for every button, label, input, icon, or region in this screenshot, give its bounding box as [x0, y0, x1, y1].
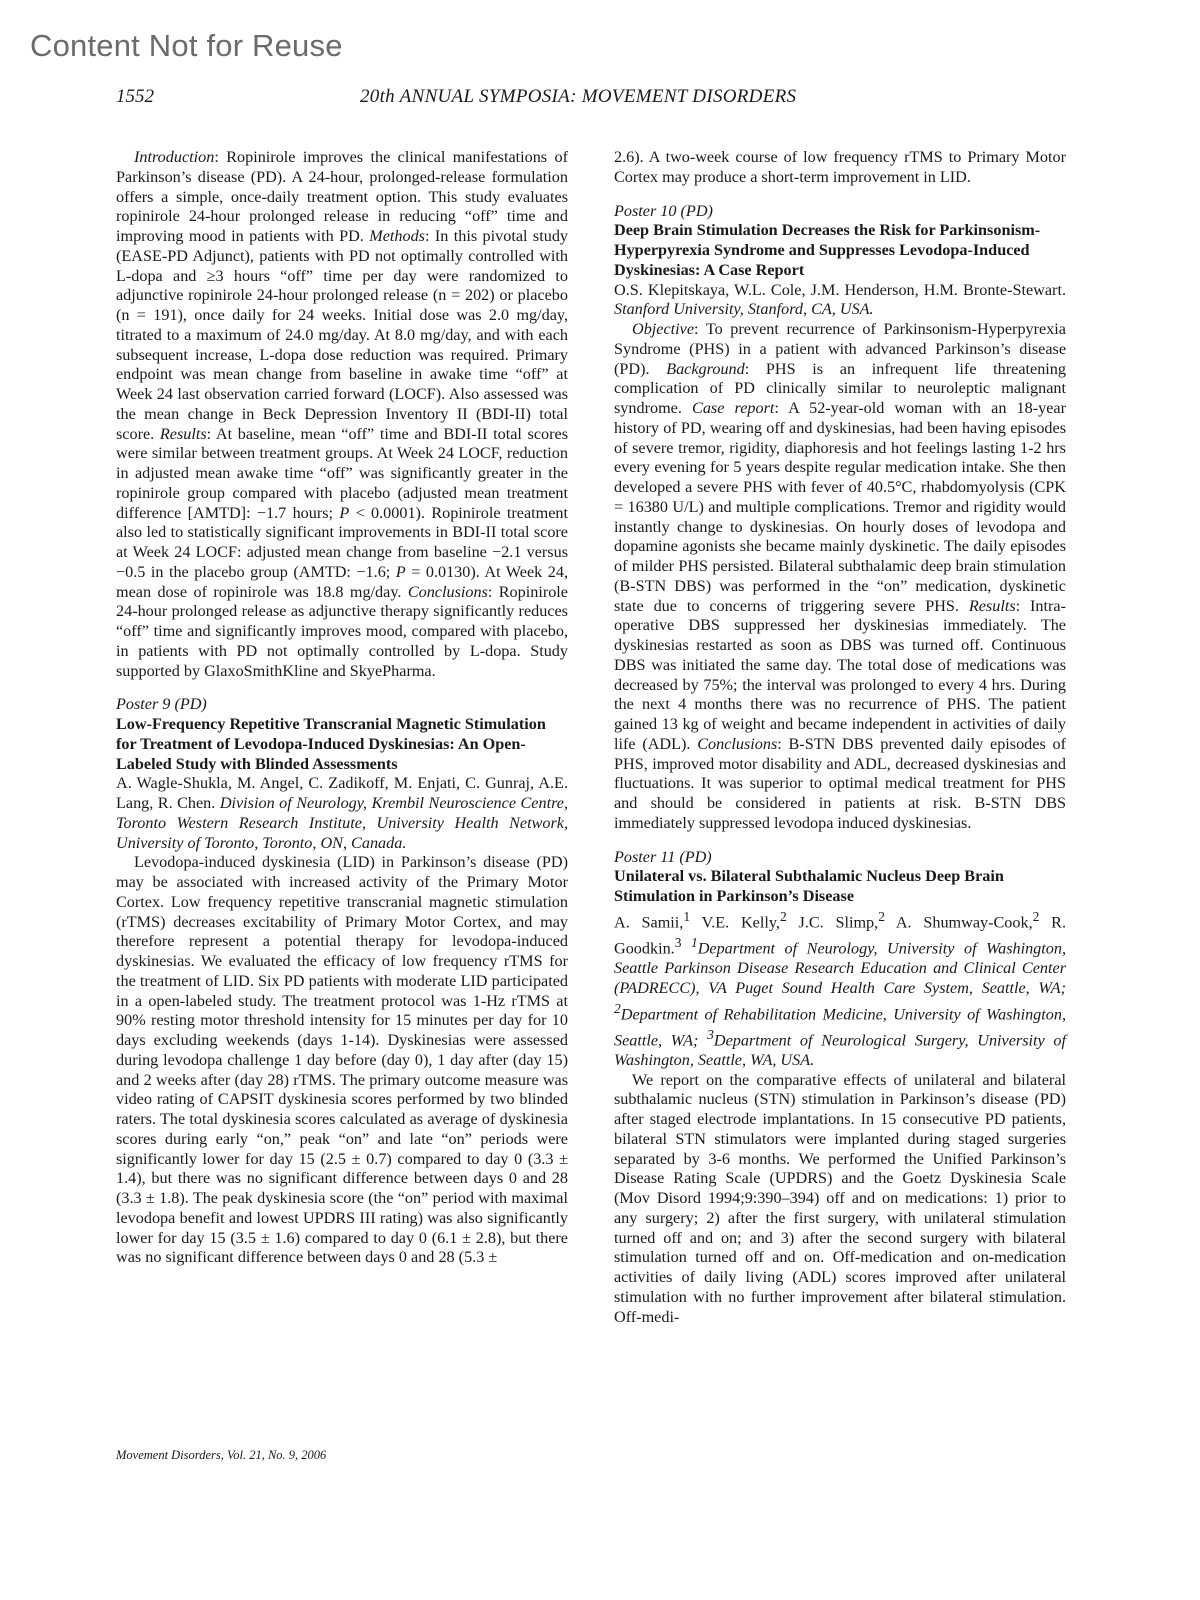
background-text: : PHS is an infrequent life threatening complication of PD clinically similar to neuroleptic malignant syndrome.	[614, 359, 1066, 417]
affiliation: Department of Rehabilitation Medicine, University of Washington, Seattle, WA;	[614, 1004, 1066, 1050]
results-label: Results	[968, 596, 1016, 615]
poster-number: Poster 9 (PD)	[116, 695, 207, 714]
p-value-symbol: P	[339, 503, 350, 522]
page-number: 1552	[116, 86, 154, 107]
conclusions-label: Conclusions	[697, 734, 778, 753]
watermark: Content Not for Reuse	[30, 28, 343, 63]
author: V.E. Kelly,	[690, 913, 780, 932]
affiliation: Division of Neurology, Krembil Neuroscience Centre, Toronto Western Research Institute, University Health Network, University of Toronto, Toronto, ON, Canada.	[116, 794, 568, 852]
poster9-continued: 2.6). A two-week course of low frequency rTMS to Primary Motor Cortex may produce a short-term improvement in LID.	[614, 148, 1066, 186]
affiliation: Department of Neurological Surgery, University of Washington, Seattle, WA, USA.	[614, 1031, 1066, 1069]
author-superscript: 2	[779, 908, 787, 924]
poster8-abstract	[116, 148, 568, 681]
abstract-body	[614, 320, 1066, 834]
affiliation: Stanford University, Stanford, CA, USA.	[614, 300, 874, 319]
authors: A. Wagle-Shukla, M. Angel, C. Zadikoff, M. Enjati, C. Gunraj, A.E. Lang, R. Chen.	[116, 774, 568, 812]
author-superscript: 2	[878, 908, 885, 924]
conclusions-text: : B-STN DBS prevented daily episodes of PHS, improved motor disability and ADL, decreased dyskinesias and fluctuations. It was superior to optimal medical treatment for PHS and should be considered in patients at risk. B-STN DBS immediately suppressed levodopa induced dyskinesias.	[614, 734, 1067, 832]
authors: O.S. Klepitskaya, W.L. Cole, J.M. Henderson, H.M. Bronte-Stewart.	[614, 280, 1066, 299]
poster10-block	[614, 202, 1066, 834]
case-report-text: : A 52-year-old woman with an 18-year history of PD, wearing off and dyskinesias, had been having episodes of severe tremor, rigidity, diaphoresis and hot feelings lasting 1-2 hrs every evening for 5 years despite regular medication intake. She then developed a severe PHS with fever of 40.5°C, rhabdomyolysis (CPK = 16380 U/L) and multiple complications. Tremor and rigidity would instantly change to dyskinesias. On hourly doses of levodopa and dopamine agonists she became mainly dyskinetic. The daily episodes of milder PHS persisted. Bilateral subthalamic deep brain stimulation (B-STN DBS) was performed in the “on” medication, dyskinetic state due to concerns of triggering severe PHS.	[614, 399, 1066, 615]
objective-text: : To prevent recurrence of Parkinsonism-Hyperpyrexia Syndrome (PHS) in a patient with advanced Parkinson’s disease (PD).	[614, 320, 1066, 378]
author-superscript: 3	[674, 934, 682, 950]
intro-text: : Ropinirole improves the clinical manifestations of Parkinson’s disease (PD). A 24-hour, prolonged-release formulation offers a simple, once-daily treatment option. This study evaluates ropinirole 24-hour prolonged release in reducing “off” time and improving mood in patients with PD.	[116, 148, 568, 245]
author-line	[614, 907, 1066, 1071]
results-text: = 0.0130). At Week 24, mean dose of ropinirole was 18.8 mg/day.	[116, 562, 568, 601]
author-line	[116, 774, 568, 853]
left-column	[116, 148, 568, 1268]
poster-title: Low-Frequency Repetitive Transcranial Magnetic Stimulation for Treatment of Levodopa-Induced Dyskinesias: An Open-Labeled Study with Blinded Assessments	[116, 715, 546, 773]
right-column	[614, 148, 1066, 1327]
page-header	[116, 86, 1066, 112]
results-label: Results	[159, 424, 207, 443]
affiliation-superscript: 2	[614, 1000, 621, 1016]
conclusions-text: : Ropinirole 24-hour prolonged release as adjunctive therapy significantly reduces “off” time and significantly improves mood, compared with placebo, in patients with PD not optimally controlled by L-dopa. Study supported by GlaxoSmithKline and SkyePharma.	[116, 582, 568, 680]
poster11-block	[614, 848, 1066, 1328]
case-report-label: Case report	[692, 399, 775, 417]
author-superscript: 1	[683, 908, 691, 924]
methods-label: Methods	[369, 227, 425, 245]
journal-footer: Movement Disorders, Vol. 21, No. 9, 2006	[116, 1448, 327, 1462]
poster-number: Poster 10 (PD)	[614, 201, 713, 220]
methods-text: : In this pivotal study (EASE-PD Adjunct), patients with PD not optimally controlled with L-dopa and ≥3 hours “off” time per day were randomized to adjunctive ropinirole 24-hour prolonged release (n = 202) or placebo (n = 191), once daily for 24 weeks. Initial dose was 2.0 mg/day, titrated to a maximum of 24.0 mg/day. At 8.0 mg/day, and with each subsequent increase, L-dopa dose reduction was required. Primary endpoint was mean change from baseline in awake time “off” at Week 24 last observation carried forward (LOCF). Also assessed was the mean change in Beck Depression Inventory II (BDI-II) total score.	[116, 227, 568, 443]
affiliation-superscript: 3	[707, 1026, 714, 1042]
poster9-block	[116, 695, 568, 1268]
objective-label: Objective	[632, 320, 695, 338]
author: A. Shumway-Cook,	[884, 913, 1033, 932]
intro-label: Introduction	[134, 148, 215, 166]
author-superscript: 2	[1032, 908, 1040, 924]
poster-title: Deep Brain Stimulation Decreases the Risk for Parkinsonism-Hyperpyrexia Syndrome and Suppresses Levodopa-Induced Dyskinesias: A Case Report	[614, 221, 1041, 279]
p-value-symbol: P	[395, 562, 406, 581]
results-text: < 0.0001). Ropinirole treatment also led to statistically significant improvements in BDI-II total score at Week 24 LOCF: adjusted mean change from baseline −2.1 versus −0.5 in the placebo group (AMTD: −1.6;	[116, 503, 568, 581]
abstract-body: We report on the comparative effects of unilateral and bilateral subthalamic nucleus (STN) stimulation in Parkinson’s disease (PD) after staged electrode implantations. In 15 consecutive PD patients, bilateral STN stimulators were implanted during staged surgeries separated by 3-6 months. We performed the Unified Parkinson’s Disease Rating Scale (UPDRS) and the Goetz Dyskinesia Scale (Mov Disord 1994;9:390–394) off and on medications: 1) prior to any surgery; 2) after the first surgery, with unilateral stimulation turned off and on; and 3) after the second surgery with bilateral stimulation turned off and on. Off-medication and on-medication activities of daily living (ADL) scores improved after unilateral stimulation with no further improvement after bilateral stimulation. Off-medi-	[614, 1070, 1066, 1326]
results-text: : Intra-operative DBS suppressed her dyskinesias immediately. The dyskinesias restarted as soon as DBS was turned off. Continuous DBS was initiated the same day. The total dose of medications was decreased by 75%; the interval was prolonged to every 4 hrs. During the next 4 months there was no recurrence of PHS. The patient gained 13 kg of weight and became independent in activities of daily life (ADL).	[614, 596, 1066, 753]
author: J.C. Slimp,	[786, 913, 879, 932]
affiliation-superscript: 1	[690, 934, 698, 950]
author: R. Goodkin.	[614, 913, 1067, 958]
poster-title: Unilateral vs. Bilateral Subthalamic Nucleus Deep Brain Stimulation in Parkinson’s Disease	[614, 867, 1004, 905]
author: A. Samii,	[614, 913, 684, 932]
author-line	[614, 281, 1066, 321]
results-text: : At baseline, mean “off” time and BDI-II total scores were similar between treatment groups. At Week 24 LOCF, reduction in adjusted mean awake time “off” was significantly greater in the ropinirole group compared with placebo (adjusted mean treatment difference [AMTD]: −1.7 hours;	[116, 424, 568, 522]
poster-number: Poster 11 (PD)	[614, 847, 712, 866]
abstract-body: Levodopa-induced dyskinesia (LID) in Parkinson’s disease (PD) may be associated with increased activity of the Primary Motor Cortex. Low frequency repetitive transcranial magnetic stimulation (rTMS) decreases excitability of Primary Motor Cortex, and may therefore represent a potential therapy for levodopa-induced dyskinesias. We evaluated the efficacy of low frequency rTMS for the treatment of LID. Six PD patients with moderate LID participated in a open-labeled study. The treatment protocol was 1-Hz rTMS at 90% resting motor threshold intensity for 15 minutes per day for 10 days excluding weekends (days 1-14). Dyskinesias were assessed during levodopa challenge 1 day before (day 0), 1 day after (day 15) and 2 weeks after (day 28) rTMS. The primary outcome measure was video rating of CAPSIT dyskinesia scores performed by two blinded raters. The total dyskinesia scores calculated as average of dyskinesia scores during early “on,” peak “on” and late “on” periods were significantly lower for day 15 (2.5 ± 0.7) compared to day 0 (3.3 ± 1.4), but there was no significant difference between days 0 and 28 (3.3 ± 1.8). The peak dyskinesia score (the “on” period with maximal levodopa benefit and lowest UPDRS III rating) was also significantly lower for day 15 (3.5 ± 1.6) compared to day 0 (6.1 ± 2.8), but there was no significant difference between days 0 and 28 (5.3 ±	[116, 853, 568, 1267]
background-label: Background	[666, 359, 745, 378]
conclusions-label: Conclusions	[407, 582, 488, 601]
running-title: 20th ANNUAL SYMPOSIA: MOVEMENT DISORDERS	[360, 86, 797, 107]
affiliation: Department of Neurology, University of Washington, Seattle Parkinson Disease Research Education and Clinical Center (PADRECC), VA Puget Sound Health Care System, Seattle, WA;	[614, 939, 1066, 997]
